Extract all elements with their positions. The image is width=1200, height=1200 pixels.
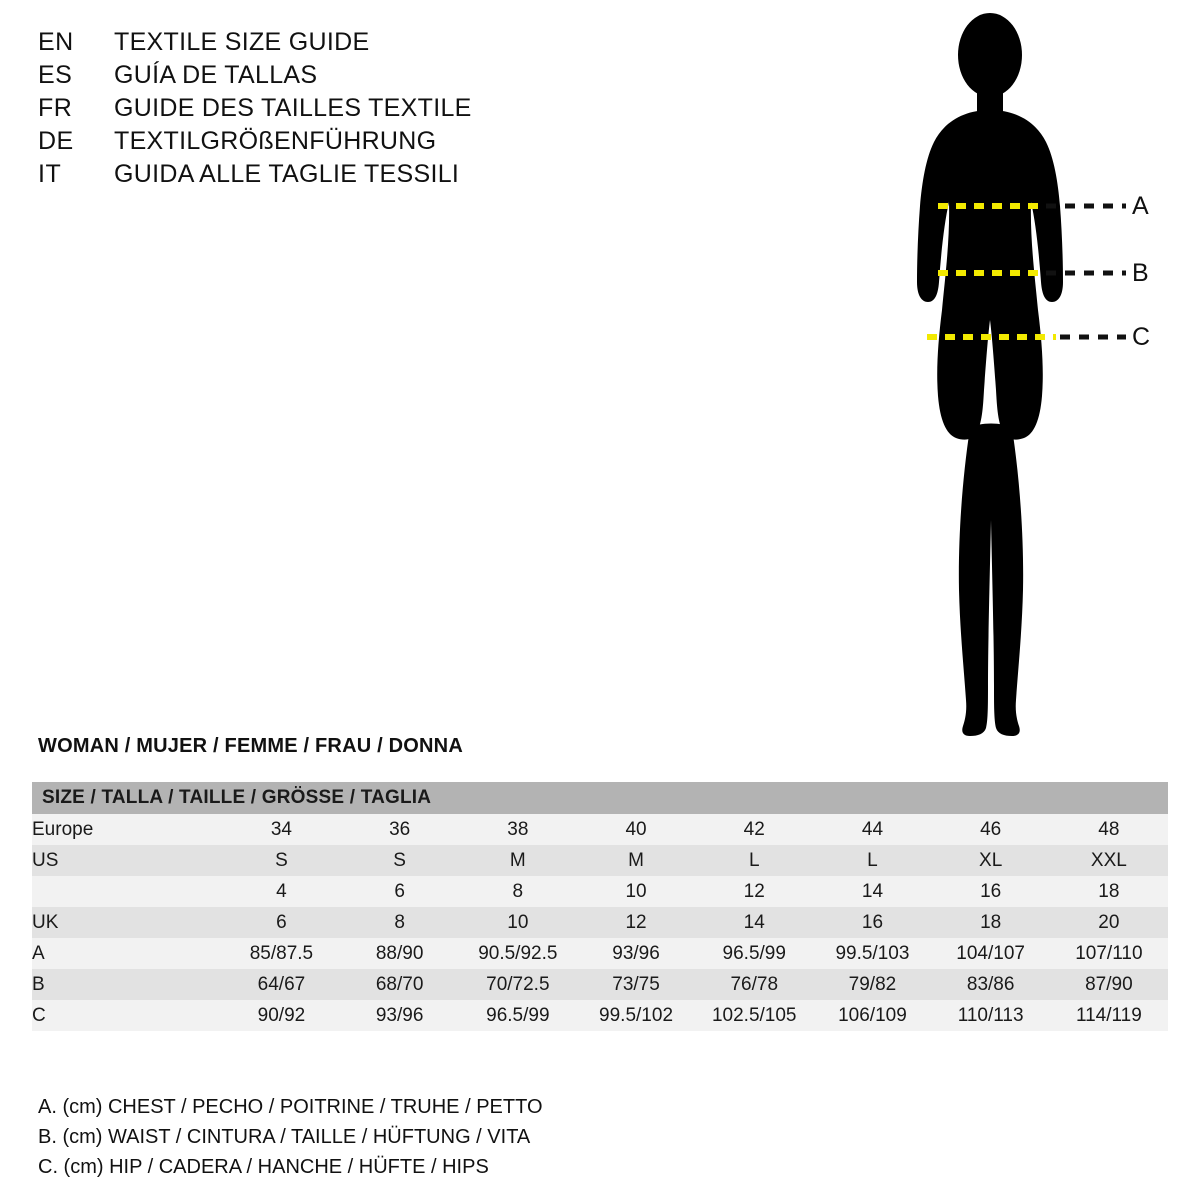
table-cell: 44 bbox=[813, 814, 931, 845]
table-cell: 88/90 bbox=[341, 938, 459, 969]
table-cell: 106/109 bbox=[813, 1000, 931, 1031]
table-cell: 64/67 bbox=[222, 969, 340, 1000]
table-cell: S bbox=[222, 845, 340, 876]
table-cell: 40 bbox=[577, 814, 695, 845]
table-cell: 90.5/92.5 bbox=[459, 938, 577, 969]
table-cell: 18 bbox=[932, 907, 1050, 938]
table-row bbox=[32, 907, 1168, 938]
table-cell: 107/110 bbox=[1050, 938, 1168, 969]
marker-label-b: B bbox=[1132, 259, 1149, 287]
language-row bbox=[38, 160, 638, 193]
table-cell: 20 bbox=[1050, 907, 1168, 938]
table-cell: 90/92 bbox=[222, 1000, 340, 1031]
table-cell: 83/86 bbox=[932, 969, 1050, 1000]
language-title: GUIDA ALLE TAGLIE TESSILI bbox=[114, 160, 460, 188]
table-cell: 12 bbox=[695, 876, 813, 907]
table-cell: 85/87.5 bbox=[222, 938, 340, 969]
language-code: IT bbox=[38, 160, 62, 188]
table-header-label: SIZE / TALLA / TAILLE / GRÖSSE / TAGLIA bbox=[32, 782, 1168, 814]
table-cell: 99.5/102 bbox=[577, 1000, 695, 1031]
language-row bbox=[38, 127, 638, 160]
table-cell: 10 bbox=[459, 907, 577, 938]
table-cell: XXL bbox=[1050, 845, 1168, 876]
table-cell: 14 bbox=[695, 907, 813, 938]
footnote-hip: C. (cm) HIP / CADERA / HANCHE / HÜFTE / HIPS bbox=[38, 1156, 489, 1178]
language-code: FR bbox=[38, 94, 73, 122]
measurement-figure bbox=[860, 10, 1190, 770]
row-label: C bbox=[32, 1000, 222, 1031]
table-cell: 96.5/99 bbox=[695, 938, 813, 969]
table-cell: 36 bbox=[341, 814, 459, 845]
table-cell: 114/119 bbox=[1050, 1000, 1168, 1031]
language-header-block bbox=[38, 28, 638, 193]
female-silhouette-icon bbox=[860, 10, 1190, 770]
size-table bbox=[32, 782, 1168, 1031]
table-header-row bbox=[32, 782, 1168, 814]
language-row bbox=[38, 61, 638, 94]
row-label: US bbox=[32, 845, 222, 876]
table-cell: 76/78 bbox=[695, 969, 813, 1000]
table-cell: 4 bbox=[222, 876, 340, 907]
table-cell: 104/107 bbox=[932, 938, 1050, 969]
table-section-title: WOMAN / MUJER / FEMME / FRAU / DONNA bbox=[38, 735, 463, 757]
language-title: GUÍA DE TALLAS bbox=[114, 61, 318, 89]
marker-label-c: C bbox=[1132, 323, 1151, 351]
table-cell: 8 bbox=[341, 907, 459, 938]
table-cell: 34 bbox=[222, 814, 340, 845]
table-cell: 102.5/105 bbox=[695, 1000, 813, 1031]
table-cell: 87/90 bbox=[1050, 969, 1168, 1000]
table-cell: 110/113 bbox=[932, 1000, 1050, 1031]
row-label: UK bbox=[32, 907, 222, 938]
row-label: A bbox=[32, 938, 222, 969]
table-cell: 96.5/99 bbox=[459, 1000, 577, 1031]
table-row bbox=[32, 845, 1168, 876]
table-cell: L bbox=[813, 845, 931, 876]
table-cell: S bbox=[341, 845, 459, 876]
table-cell: 42 bbox=[695, 814, 813, 845]
row-label: B bbox=[32, 969, 222, 1000]
table-row bbox=[32, 1000, 1168, 1031]
table-cell: 10 bbox=[577, 876, 695, 907]
marker-label-a: A bbox=[1132, 192, 1149, 220]
table-cell: 46 bbox=[932, 814, 1050, 845]
table-cell: 48 bbox=[1050, 814, 1168, 845]
footnote-chest: A. (cm) CHEST / PECHO / POITRINE / TRUHE / PETTO bbox=[38, 1096, 543, 1118]
table-cell: 6 bbox=[222, 907, 340, 938]
row-label: Europe bbox=[32, 814, 222, 845]
table-cell: 6 bbox=[341, 876, 459, 907]
table-cell: 18 bbox=[1050, 876, 1168, 907]
language-title: TEXTILE SIZE GUIDE bbox=[114, 28, 370, 56]
table-cell: M bbox=[577, 845, 695, 876]
table-cell: 70/72.5 bbox=[459, 969, 577, 1000]
table-cell: XL bbox=[932, 845, 1050, 876]
language-row bbox=[38, 94, 638, 127]
table-cell: 12 bbox=[577, 907, 695, 938]
table-cell: L bbox=[695, 845, 813, 876]
footnotes-block bbox=[38, 1092, 938, 1182]
table-cell: 93/96 bbox=[341, 1000, 459, 1031]
table-cell: 14 bbox=[813, 876, 931, 907]
table-cell: 99.5/103 bbox=[813, 938, 931, 969]
language-code: ES bbox=[38, 61, 73, 89]
table-cell: 79/82 bbox=[813, 969, 931, 1000]
language-title: TEXTILGRÖßENFÜHRUNG bbox=[114, 127, 437, 155]
table-row bbox=[32, 938, 1168, 969]
table-cell: 93/96 bbox=[577, 938, 695, 969]
row-label bbox=[32, 876, 222, 907]
table-cell: 8 bbox=[459, 876, 577, 907]
table-cell: 16 bbox=[932, 876, 1050, 907]
language-title: GUIDE DES TAILLES TEXTILE bbox=[114, 94, 472, 122]
table-row bbox=[32, 969, 1168, 1000]
table-cell: 68/70 bbox=[341, 969, 459, 1000]
language-code: EN bbox=[38, 28, 74, 56]
table-row bbox=[32, 876, 1168, 907]
table-cell: 38 bbox=[459, 814, 577, 845]
table-row bbox=[32, 814, 1168, 845]
language-code: DE bbox=[38, 127, 74, 155]
table-cell: 16 bbox=[813, 907, 931, 938]
table-cell: M bbox=[459, 845, 577, 876]
footnote-waist: B. (cm) WAIST / CINTURA / TAILLE / HÜFTUNG / VITA bbox=[38, 1126, 531, 1148]
language-row bbox=[38, 28, 638, 61]
table-cell: 73/75 bbox=[577, 969, 695, 1000]
